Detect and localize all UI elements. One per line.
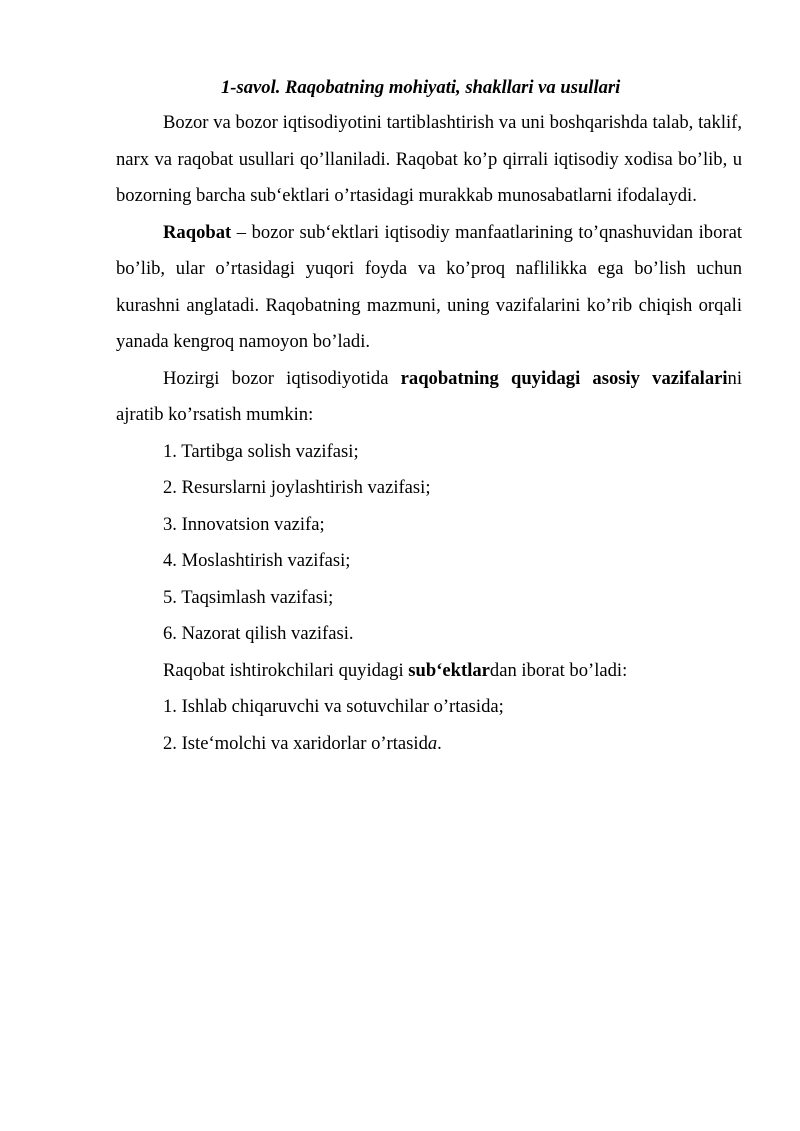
intro-paragraph: Bozor va bozor iqtisodiyotini tartiblashtirish va uni boshqarishda talab, taklif, narx va raqobat usullari qo’llaniladi. Raqobat ko’p qirrali iqtisodiy xodisa bo’lib, u bozorning barcha sub‘ektlari o’rtasidagi murakkab munosabatlarni ifodalaydi. <box>116 112 742 206</box>
functions-intro-paragraph <box>116 361 742 434</box>
section-title: 1-savol. Raqobatning mohiyati, shakllari va usullari <box>221 77 621 98</box>
participant-2-italic: a <box>427 732 438 754</box>
list-item: 2. Resurslarni joylashtirish vazifasi; <box>163 477 431 498</box>
list-item: 3. Innovatsion vazifa; <box>163 513 325 535</box>
definition-term: Raqobat <box>163 221 232 243</box>
participants-intro-paragraph <box>116 653 742 690</box>
functions-intro-before: Hozirgi bozor iqtisodiyotida <box>163 367 401 389</box>
list-item: 6. Nazorat qilish vazifasi. <box>163 623 354 644</box>
participant-2-main: 2. Iste‘molchi va xaridorlar o’rtasid <box>163 732 428 754</box>
definition-text: – bozor sub‘ektlari iqtisodiy manfaatlarining to’qnashuvidan iborat bo’lib, ular o’rtasidagi yuqori foyda va ko’proq naflilikka ega bo’lish uchun kurashni anglatadi. Raqobatning mazmuni, uning vazifalarini ko’rib chiqish orqali yanada kengroq namoyon bo’ladi. <box>116 221 742 352</box>
participants-intro-before: Raqobat ishtirokchilari quyidagi <box>163 659 409 681</box>
list-item: 5. Taqsimlash vazifasi; <box>163 586 334 608</box>
functions-intro-after: ni ajratib ko’rsatish mumkin: <box>116 367 742 425</box>
document-body <box>116 75 742 762</box>
functions-intro-bold: raqobatning quyidagi asosiy vazifalari <box>400 367 728 389</box>
list-item: 4. Moslashtirish vazifasi; <box>163 550 351 571</box>
list-item <box>116 726 742 763</box>
participant-2-end: . <box>437 732 442 754</box>
participants-intro-after: dan iborat bo’ladi: <box>489 659 628 681</box>
list-item: 1. Ishlab chiqaruvchi va sotuvchilar o’rtasida; <box>163 696 504 717</box>
definition-paragraph <box>116 215 742 361</box>
list-item: 1. Tartibga solish vazifasi; <box>163 440 359 462</box>
participants-intro-bold: sub‘ektlar <box>408 659 490 681</box>
